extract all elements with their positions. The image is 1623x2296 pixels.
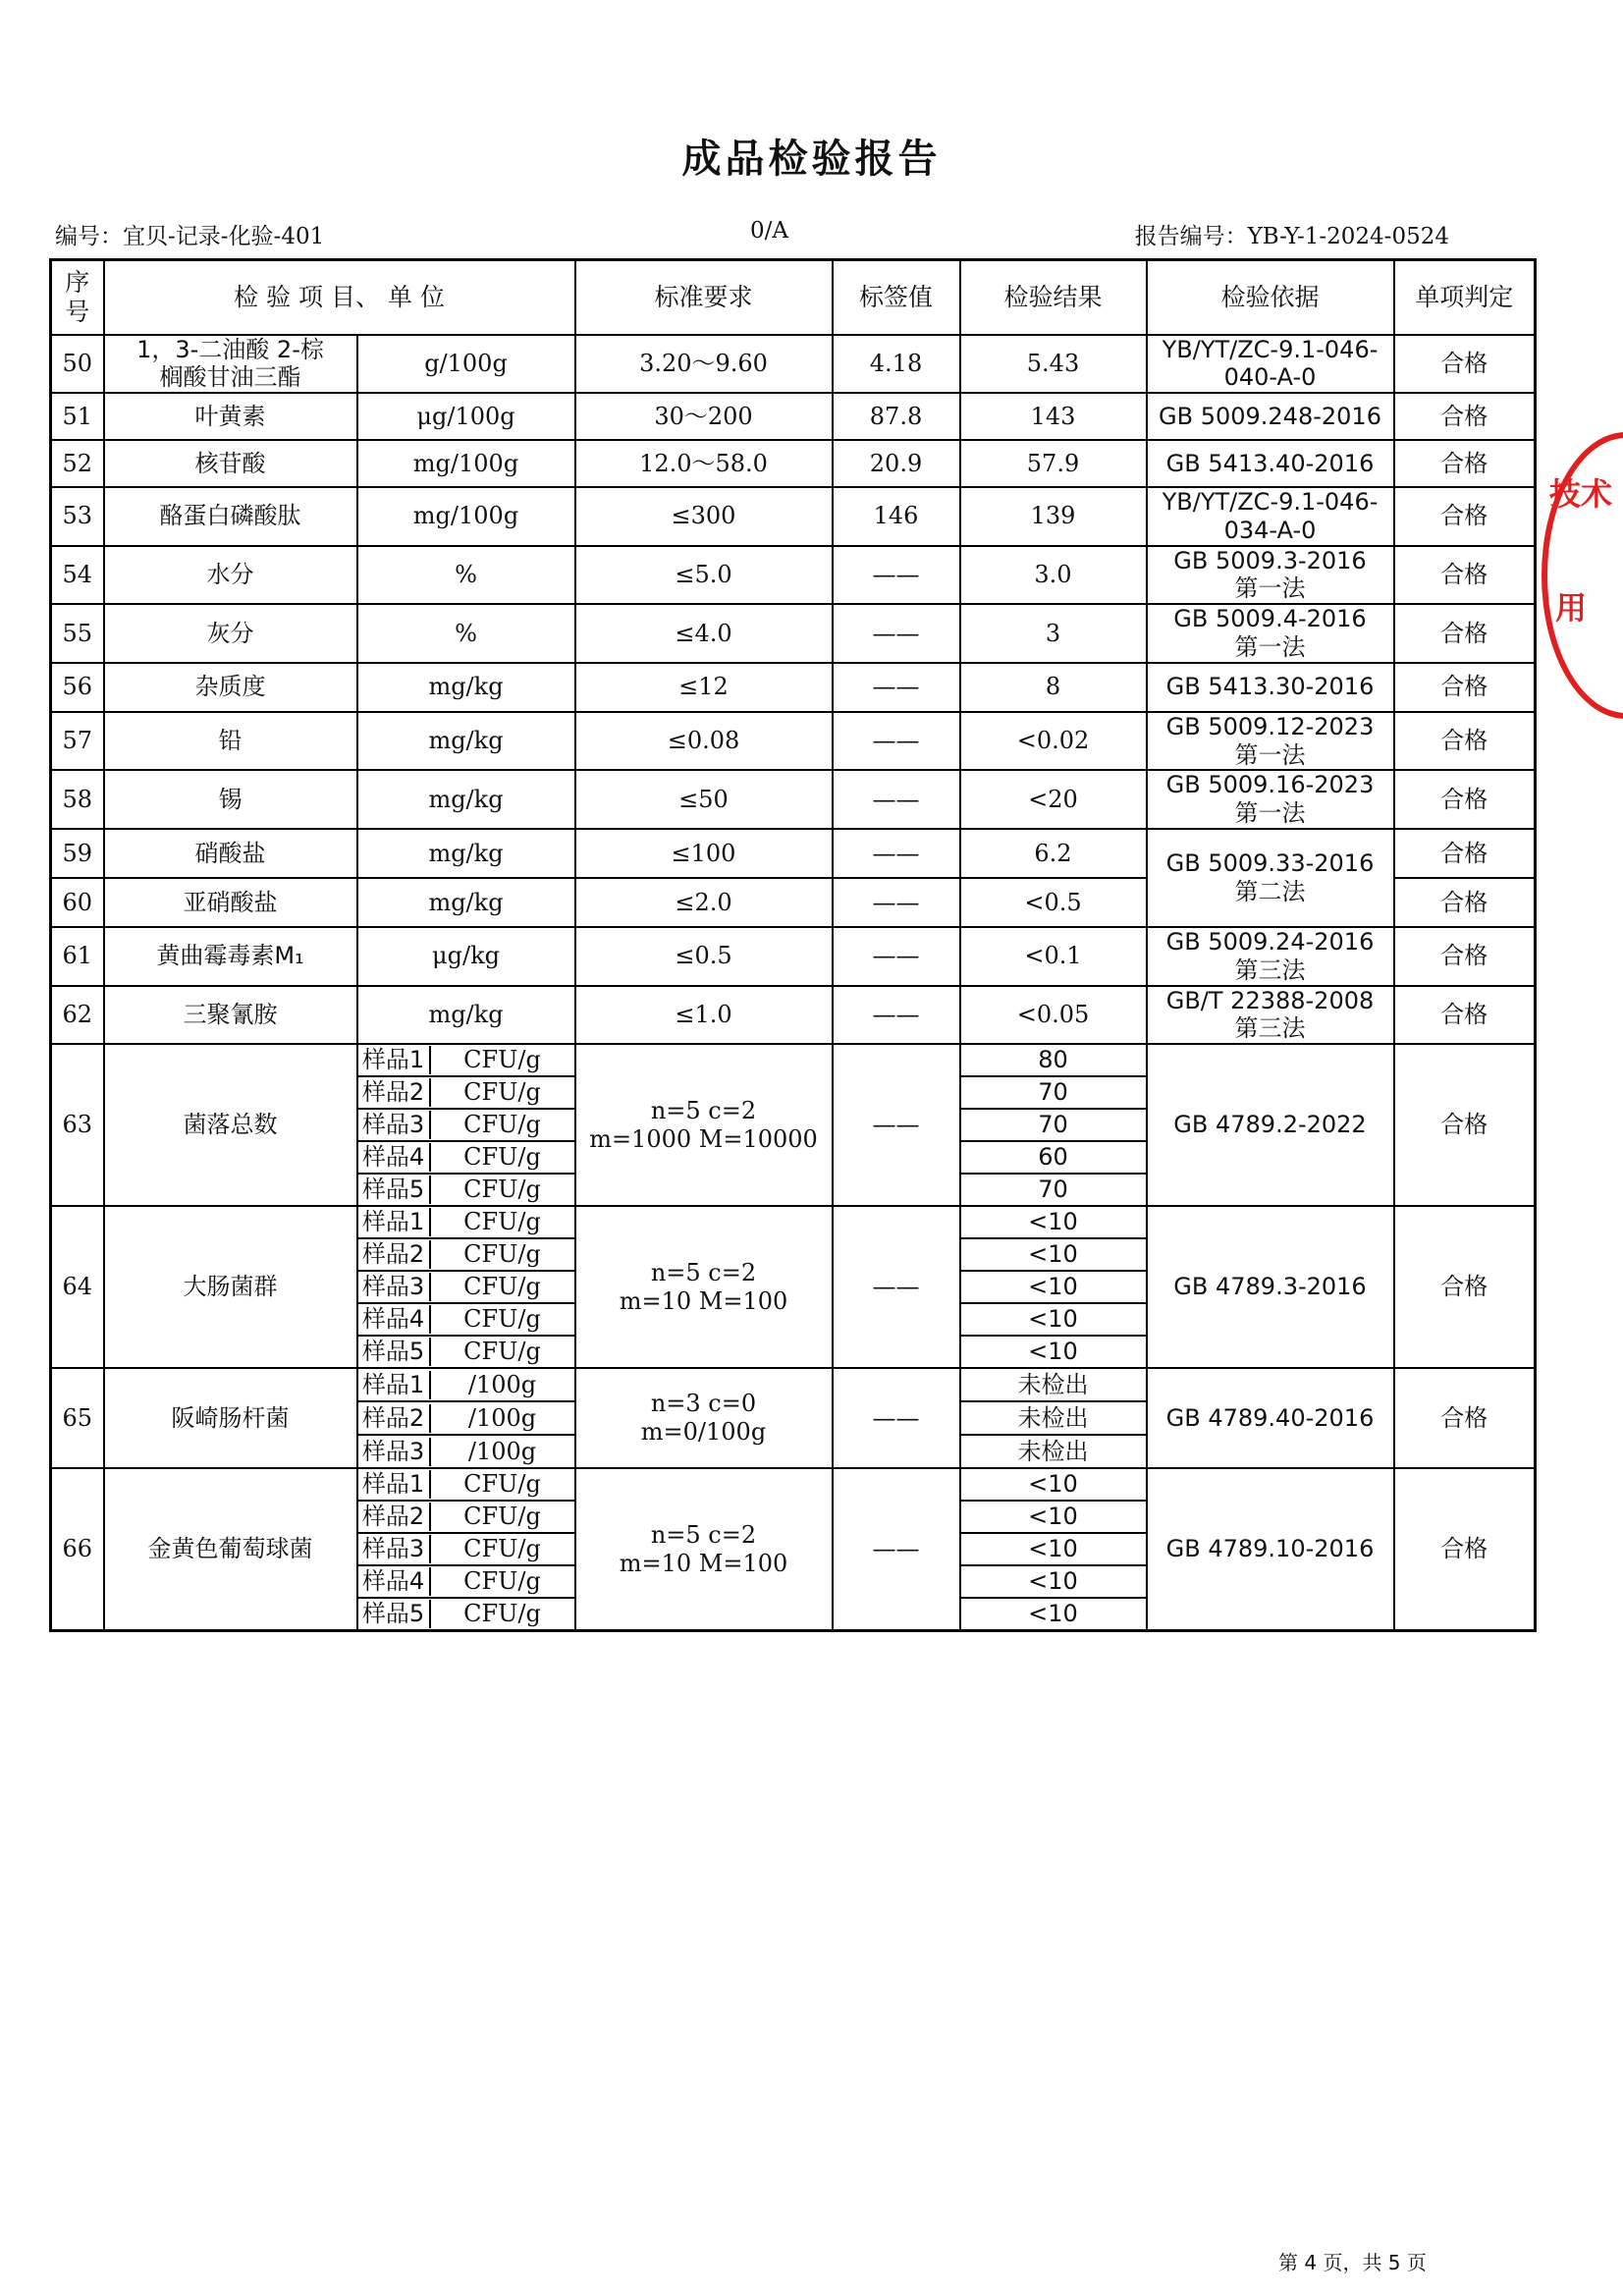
test-result: 6.2 — [960, 829, 1147, 878]
test-basis: GB 5009.4-2016 第一法 — [1147, 604, 1394, 663]
sample-unit: CFU/g — [463, 1143, 541, 1172]
row-number: 59 — [51, 829, 104, 878]
table-row — [51, 829, 1536, 878]
test-basis: GB 5413.30-2016 — [1147, 663, 1394, 712]
version: 0/A — [750, 218, 788, 244]
sample-cell — [357, 1533, 575, 1565]
row-number: 57 — [51, 712, 104, 771]
col-verdict: 单项判定 — [1394, 260, 1536, 335]
sample-unit: CFU/g — [463, 1338, 541, 1366]
sample-row — [51, 1468, 1536, 1501]
sample-name: 样品2 — [358, 1078, 431, 1107]
sample-result: 未检出 — [960, 1401, 1147, 1435]
sample-name: 样品5 — [358, 1338, 431, 1366]
test-result: <0.02 — [960, 712, 1147, 771]
label-value: —— — [833, 829, 960, 878]
label-value: —— — [833, 546, 960, 605]
col-seq: 序号 — [51, 260, 104, 335]
sample-result: 未检出 — [960, 1368, 1147, 1401]
sample-row — [51, 1044, 1536, 1076]
sample-cell — [357, 1435, 575, 1468]
sample-result: 60 — [960, 1141, 1147, 1174]
standard-requirement: ≤50 — [575, 770, 833, 829]
standard-requirement: ≤4.0 — [575, 604, 833, 663]
item-unit: μg/100g — [357, 393, 575, 440]
sample-unit: CFU/g — [463, 1305, 541, 1334]
test-result: 3.0 — [960, 546, 1147, 605]
test-basis: GB 4789.2-2022 — [1147, 1044, 1394, 1206]
sample-name: 样品1 — [358, 1371, 431, 1399]
test-basis: GB/T 22388-2008 第三法 — [1147, 986, 1394, 1045]
sample-result: <10 — [960, 1501, 1147, 1533]
sample-unit: /100g — [467, 1403, 537, 1432]
test-result: 8 — [960, 663, 1147, 712]
item-name: 菌落总数 — [104, 1044, 357, 1206]
sample-unit: CFU/g — [463, 1600, 541, 1628]
sample-name: 样品3 — [358, 1535, 431, 1563]
standard-requirement: n=5 c=2 m=1000 M=10000 — [575, 1044, 833, 1206]
verdict: 合格 — [1394, 546, 1536, 605]
row-number: 61 — [51, 927, 104, 986]
sample-result: <10 — [960, 1336, 1147, 1368]
label-value: —— — [833, 770, 960, 829]
item-name: 核苷酸 — [104, 440, 357, 487]
standard-requirement: 30～200 — [575, 393, 833, 440]
label-value: —— — [833, 604, 960, 663]
sample-unit: CFU/g — [463, 1470, 541, 1499]
item-name: 1，3-二油酸 2-棕 榈酸甘油三酯 — [104, 335, 357, 394]
item-unit: g/100g — [357, 335, 575, 394]
test-basis: GB 5009.16-2023 第一法 — [1147, 770, 1394, 829]
label-value: 146 — [833, 487, 960, 546]
sample-cell — [357, 1238, 575, 1271]
item-name: 三聚氰胺 — [104, 986, 357, 1045]
sample-unit: /100g — [467, 1370, 537, 1398]
item-name: 阪崎肠杆菌 — [104, 1368, 357, 1468]
sample-name: 样品2 — [358, 1404, 431, 1433]
item-unit: mg/kg — [357, 878, 575, 927]
sample-result: <10 — [960, 1468, 1147, 1501]
standard-requirement: ≤0.08 — [575, 712, 833, 771]
standard-requirement: n=5 c=2 m=10 M=100 — [575, 1468, 833, 1630]
test-result: <0.1 — [960, 927, 1147, 986]
sample-result: <10 — [960, 1238, 1147, 1271]
verdict: 合格 — [1394, 878, 1536, 927]
sample-name: 样品1 — [358, 1046, 431, 1074]
sample-cell — [357, 1044, 575, 1076]
label-value: —— — [833, 878, 960, 927]
verdict: 合格 — [1394, 986, 1536, 1045]
item-unit: mg/100g — [357, 440, 575, 487]
stamp-text-2: 用 — [1555, 589, 1588, 627]
standard-requirement: ≤300 — [575, 487, 833, 546]
sample-cell — [357, 1206, 575, 1238]
row-number: 56 — [51, 663, 104, 712]
item-name: 水分 — [104, 546, 357, 605]
sample-name: 样品5 — [358, 1600, 431, 1628]
stamp-text-1: 技术 — [1549, 475, 1613, 513]
item-name: 金黄色葡萄球菌 — [104, 1468, 357, 1630]
test-basis: GB 4789.40-2016 — [1147, 1368, 1394, 1468]
row-number: 52 — [51, 440, 104, 487]
verdict: 合格 — [1394, 663, 1536, 712]
test-result: 143 — [960, 393, 1147, 440]
item-name: 酪蛋白磷酸肽 — [104, 487, 357, 546]
sample-cell — [357, 1565, 575, 1598]
verdict: 合格 — [1394, 604, 1536, 663]
table-row — [51, 546, 1536, 605]
sample-result: 70 — [960, 1076, 1147, 1109]
col-result: 检验结果 — [960, 260, 1147, 335]
report-number: 报告编号：YB-Y-1-2024-0524 — [1134, 224, 1449, 249]
label-value: 87.8 — [833, 393, 960, 440]
sample-result: 80 — [960, 1044, 1147, 1076]
header-row — [51, 260, 1536, 335]
sample-row — [51, 1368, 1536, 1401]
item-unit: mg/kg — [357, 829, 575, 878]
table-row — [51, 770, 1536, 829]
verdict: 合格 — [1394, 1206, 1536, 1368]
sample-cell — [357, 1598, 575, 1630]
sample-name: 样品5 — [358, 1175, 431, 1204]
sample-unit: CFU/g — [463, 1567, 541, 1596]
table-row — [51, 663, 1536, 712]
row-number: 65 — [51, 1368, 104, 1468]
col-standard: 标准要求 — [575, 260, 833, 335]
test-basis: GB 5009.33-2016 第二法 — [1147, 829, 1394, 927]
sample-name: 样品4 — [358, 1305, 431, 1334]
sample-cell — [357, 1468, 575, 1501]
sample-name: 样品2 — [358, 1503, 431, 1531]
sample-unit: CFU/g — [463, 1208, 541, 1236]
sample-result: <10 — [960, 1598, 1147, 1630]
item-unit: mg/100g — [357, 487, 575, 546]
item-unit: μg/kg — [357, 927, 575, 986]
sample-cell — [357, 1271, 575, 1303]
row-number: 58 — [51, 770, 104, 829]
col-basis: 检验依据 — [1147, 260, 1394, 335]
verdict: 合格 — [1394, 829, 1536, 878]
item-name: 黄曲霉毒素M₁ — [104, 927, 357, 986]
item-unit: % — [357, 546, 575, 605]
row-number: 63 — [51, 1044, 104, 1206]
test-basis: GB 4789.3-2016 — [1147, 1206, 1394, 1368]
sample-unit: CFU/g — [463, 1111, 541, 1139]
verdict: 合格 — [1394, 335, 1536, 394]
row-number: 64 — [51, 1206, 104, 1368]
row-number: 66 — [51, 1468, 104, 1630]
standard-requirement: ≤100 — [575, 829, 833, 878]
item-name: 亚硝酸盐 — [104, 878, 357, 927]
verdict: 合格 — [1394, 770, 1536, 829]
test-basis: GB 5009.12-2023 第一法 — [1147, 712, 1394, 771]
label-value: —— — [833, 1206, 960, 1368]
sample-cell — [357, 1368, 575, 1401]
sample-unit: CFU/g — [463, 1240, 541, 1269]
item-unit: % — [357, 604, 575, 663]
sample-cell — [357, 1174, 575, 1206]
sample-result: <10 — [960, 1271, 1147, 1303]
label-value: —— — [833, 986, 960, 1045]
test-result: 57.9 — [960, 440, 1147, 487]
sample-result: 未检出 — [960, 1435, 1147, 1468]
sample-name: 样品3 — [358, 1438, 431, 1466]
sample-result: <10 — [960, 1206, 1147, 1238]
col-item: 检 验 项 目、 单 位 — [104, 260, 575, 335]
test-result: 139 — [960, 487, 1147, 546]
label-value: —— — [833, 712, 960, 771]
sample-cell — [357, 1401, 575, 1435]
item-name: 大肠菌群 — [104, 1206, 357, 1368]
sample-cell — [357, 1303, 575, 1336]
table-body — [51, 335, 1536, 1631]
test-basis: GB 5413.40-2016 — [1147, 440, 1394, 487]
label-value: 20.9 — [833, 440, 960, 487]
verdict: 合格 — [1394, 393, 1536, 440]
inspection-table — [49, 258, 1537, 1632]
sample-result: <10 — [960, 1533, 1147, 1565]
item-name: 硝酸盐 — [104, 829, 357, 878]
verdict: 合格 — [1394, 1044, 1536, 1206]
test-basis: GB 4789.10-2016 — [1147, 1468, 1394, 1630]
test-result: 3 — [960, 604, 1147, 663]
verdict: 合格 — [1394, 1368, 1536, 1468]
row-number: 62 — [51, 986, 104, 1045]
item-name: 杂质度 — [104, 663, 357, 712]
test-result: <0.5 — [960, 878, 1147, 927]
col-label: 标签值 — [833, 260, 960, 335]
sample-name: 样品2 — [358, 1240, 431, 1269]
table-row — [51, 986, 1536, 1045]
sample-name: 样品4 — [358, 1143, 431, 1172]
verdict: 合格 — [1394, 712, 1536, 771]
sample-name: 样品3 — [358, 1111, 431, 1139]
sample-name: 样品4 — [358, 1567, 431, 1596]
report-meta — [55, 218, 1449, 251]
test-basis: GB 5009.24-2016 第三法 — [1147, 927, 1394, 986]
label-value: —— — [833, 927, 960, 986]
page-footer: 第 4 页，共 5 页 — [1278, 2251, 1427, 2274]
sample-unit: CFU/g — [463, 1078, 541, 1107]
verdict: 合格 — [1394, 440, 1536, 487]
table-row — [51, 487, 1536, 546]
sample-name: 样品1 — [358, 1208, 431, 1236]
table-row — [51, 440, 1536, 487]
row-number: 50 — [51, 335, 104, 394]
sample-unit: CFU/g — [463, 1273, 541, 1301]
standard-requirement: n=3 c=0 m=0/100g — [575, 1368, 833, 1468]
sample-name: 样品3 — [358, 1273, 431, 1301]
row-number: 55 — [51, 604, 104, 663]
row-number: 54 — [51, 546, 104, 605]
label-value: —— — [833, 1044, 960, 1206]
table-row — [51, 604, 1536, 663]
standard-requirement: 12.0～58.0 — [575, 440, 833, 487]
item-unit: mg/kg — [357, 712, 575, 771]
item-name: 铅 — [104, 712, 357, 771]
standard-requirement: ≤0.5 — [575, 927, 833, 986]
test-basis: YB/YT/ZC-9.1-046- 040-A-0 — [1147, 335, 1394, 394]
test-result: 5.43 — [960, 335, 1147, 394]
item-name: 锡 — [104, 770, 357, 829]
sample-row — [51, 1206, 1536, 1238]
label-value: —— — [833, 663, 960, 712]
sample-unit: CFU/g — [463, 1535, 541, 1563]
sample-result: <10 — [960, 1565, 1147, 1598]
test-basis: YB/YT/ZC-9.1-046- 034-A-0 — [1147, 487, 1394, 546]
standard-requirement: ≤1.0 — [575, 986, 833, 1045]
test-basis: GB 5009.3-2016 第一法 — [1147, 546, 1394, 605]
sample-unit: CFU/g — [463, 1503, 541, 1531]
verdict: 合格 — [1394, 487, 1536, 546]
record-number: 编号：宜贝-记录-化验-401 — [55, 224, 325, 249]
report-title: 成品检验报告 — [681, 137, 942, 182]
test-result: <0.05 — [960, 986, 1147, 1045]
verdict: 合格 — [1394, 927, 1536, 986]
sample-cell — [357, 1109, 575, 1141]
sample-cell — [357, 1141, 575, 1174]
verdict: 合格 — [1394, 1468, 1536, 1630]
sample-cell — [357, 1336, 575, 1368]
label-value: —— — [833, 1468, 960, 1630]
table-row — [51, 927, 1536, 986]
label-value: 4.18 — [833, 335, 960, 394]
sample-result: <10 — [960, 1303, 1147, 1336]
sample-cell — [357, 1076, 575, 1109]
item-unit: mg/kg — [357, 986, 575, 1045]
table-row — [51, 393, 1536, 440]
standard-requirement: n=5 c=2 m=10 M=100 — [575, 1206, 833, 1368]
sample-name: 样品1 — [358, 1470, 431, 1499]
sample-unit: CFU/g — [463, 1175, 541, 1204]
item-unit: mg/kg — [357, 770, 575, 829]
sample-result: 70 — [960, 1174, 1147, 1206]
test-basis: GB 5009.248-2016 — [1147, 393, 1394, 440]
standard-requirement: ≤12 — [575, 663, 833, 712]
standard-requirement: 3.20～9.60 — [575, 335, 833, 394]
row-number: 60 — [51, 878, 104, 927]
sample-cell — [357, 1501, 575, 1533]
item-name: 灰分 — [104, 604, 357, 663]
label-value: —— — [833, 1368, 960, 1468]
test-result: <20 — [960, 770, 1147, 829]
item-unit: mg/kg — [357, 663, 575, 712]
table-row — [51, 335, 1536, 394]
sample-unit: CFU/g — [463, 1046, 541, 1074]
standard-requirement: ≤5.0 — [575, 546, 833, 605]
sample-unit: /100g — [467, 1437, 537, 1465]
row-number: 53 — [51, 487, 104, 546]
standard-requirement: ≤2.0 — [575, 878, 833, 927]
row-number: 51 — [51, 393, 104, 440]
red-stamp — [1542, 432, 1623, 719]
sample-result: 70 — [960, 1109, 1147, 1141]
table-row — [51, 712, 1536, 771]
item-name: 叶黄素 — [104, 393, 357, 440]
